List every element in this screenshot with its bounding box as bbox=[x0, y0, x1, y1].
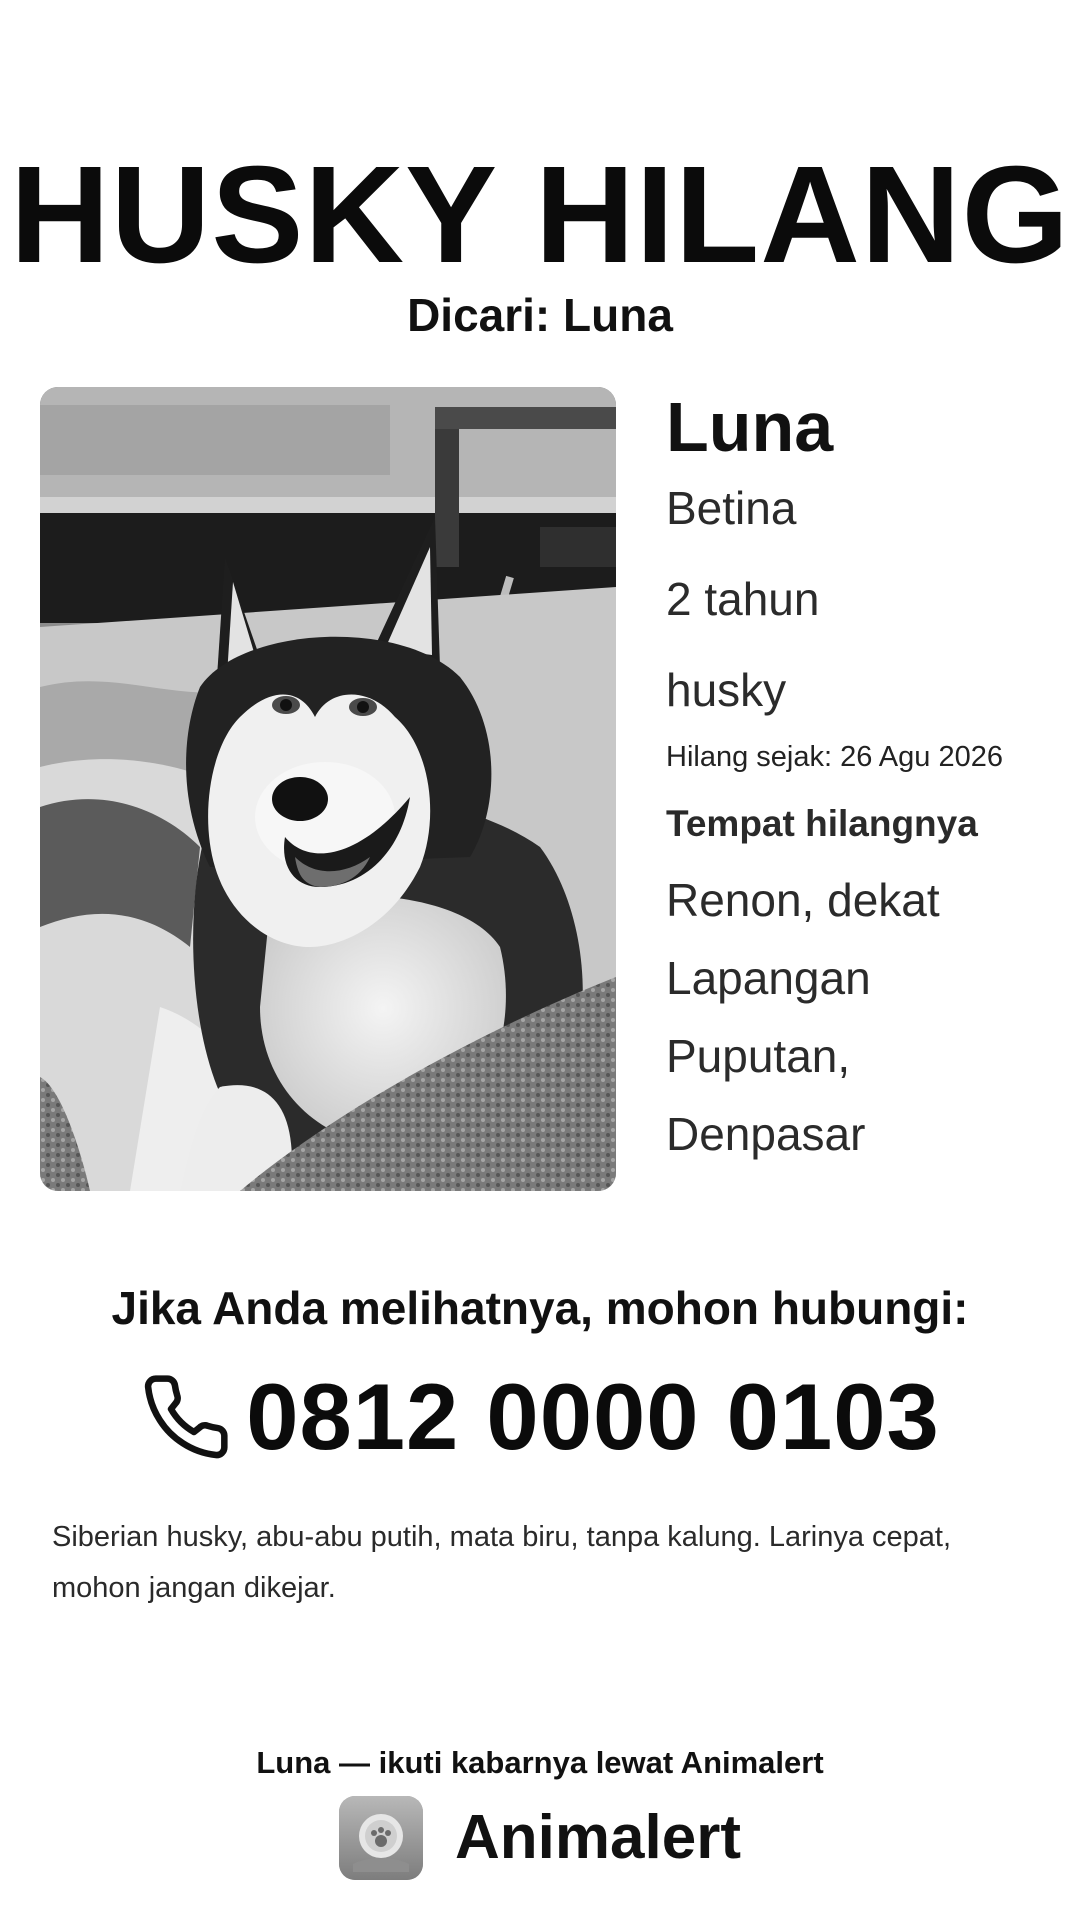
brand-row[interactable] bbox=[0, 1796, 1080, 1880]
pet-name: Luna bbox=[666, 388, 834, 466]
phone-contact[interactable] bbox=[0, 1362, 1080, 1472]
pet-sex: Betina bbox=[666, 482, 797, 534]
place-line: Renon, dekat bbox=[666, 874, 940, 926]
place-line: Puputan, bbox=[666, 1030, 851, 1082]
pet-description: Siberian husky, abu-abu putih, mata biru, tanpa kalung. Larinya cepat, mohon jangan dikejar. bbox=[52, 1521, 952, 1604]
poster-subtitle: Dicari: Luna bbox=[407, 289, 673, 341]
contact-prompt: Jika Anda melihatnya, mohon hubungi: bbox=[111, 1282, 969, 1334]
place-label: Tempat hilangnya bbox=[666, 803, 978, 844]
pet-photo bbox=[40, 387, 616, 1191]
poster-title: HUSKY HILANG bbox=[10, 138, 1070, 292]
place-location bbox=[666, 861, 1056, 1173]
footer-text: Luna — ikuti kabarnya lewat Animalert bbox=[256, 1745, 824, 1780]
husky-photo-icon bbox=[40, 387, 616, 1191]
brand-name[interactable]: Animalert bbox=[455, 1803, 741, 1872]
pet-info-panel bbox=[666, 385, 1056, 1173]
place-line: Denpasar bbox=[666, 1108, 866, 1160]
pet-breed: husky bbox=[666, 664, 787, 716]
lost-since-date: Hilang sejak: 26 Agu 2026 bbox=[666, 741, 1003, 773]
phone-number[interactable]: 0812 0000 0103 bbox=[246, 1364, 940, 1469]
animalert-logo-icon bbox=[339, 1796, 423, 1880]
pet-age: 2 tahun bbox=[666, 573, 820, 625]
place-line: Lapangan bbox=[666, 952, 871, 1004]
phone-icon bbox=[140, 1371, 232, 1463]
